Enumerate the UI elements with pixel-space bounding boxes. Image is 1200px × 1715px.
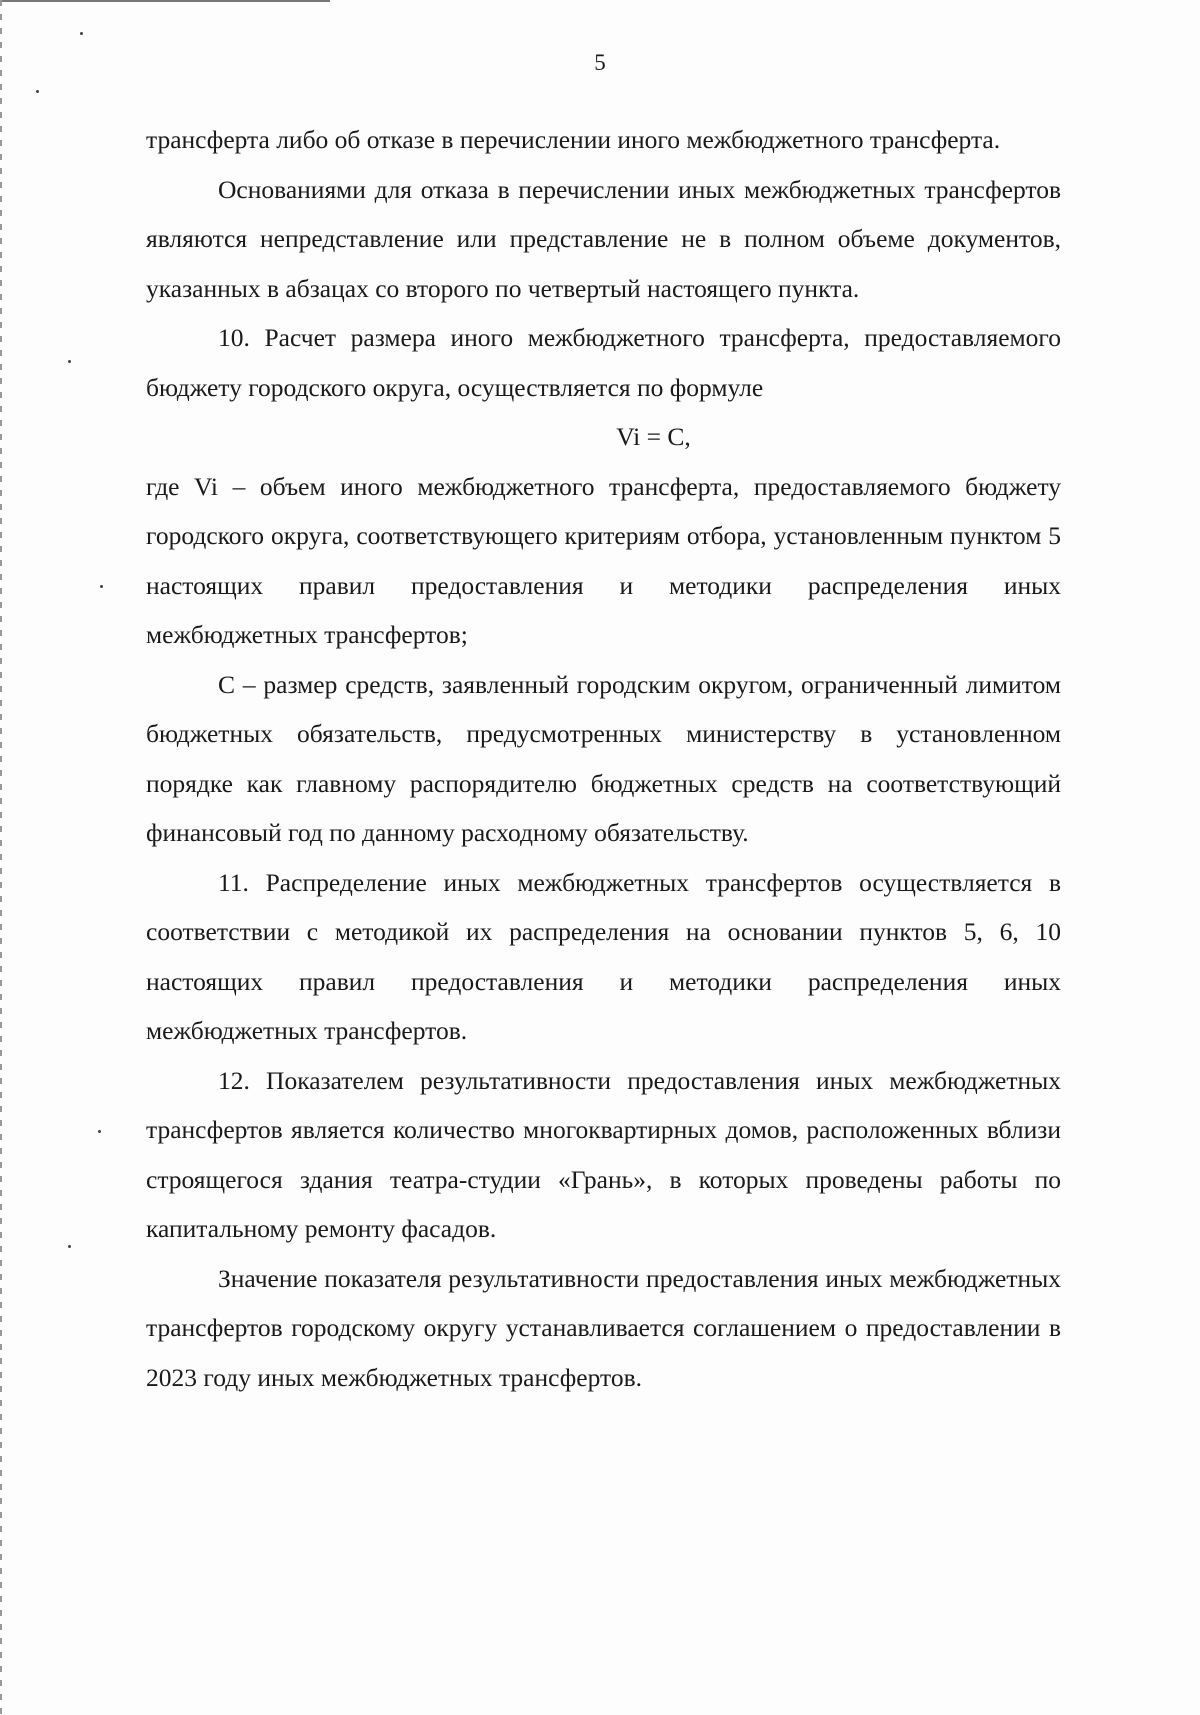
scan-edge-top — [0, 0, 330, 2]
paragraph-item-11: 11. Распределение иных межбюджетных трансфертов осуществляется в соответствии с методикой их распределения на основании пунктов 5, 6, 10 настоящих правил предоставления и методики распределения иных межбюджетных трансфертов. — [146, 867, 1061, 1045]
scan-speck — [100, 585, 103, 588]
scan-speck — [98, 1130, 101, 1133]
scan-edge-left — [0, 0, 2, 1715]
paragraph-formula-c: С – размер средств, заявленный городским округом, ограниченный лимитом бюджетных обязательств, предусмотренных министерству в установленном порядке как главному распорядителю бюджетных средств на соответствующий финансовый год по данному расходному обязательству. — [146, 669, 1061, 847]
paragraph-refusal-grounds: Основаниями для отказа в перечислении иных межбюджетных трансфертов являются непредставление или представление не в полном объеме документов, указанных в абзацах со второго по четвертый настоящего пункта. — [146, 174, 1061, 303]
scan-speck — [80, 32, 83, 35]
scan-speck — [68, 360, 71, 363]
paragraph-indicator-value: Значение показателя результативности предоставления иных межбюджетных трансфертов городскому округу устанавливается соглашением о предоставлении в 2023 году иных межбюджетных трансфертов. — [146, 1263, 1061, 1392]
document-body — [146, 115, 1061, 1402]
paragraph-formula-vi: где Vi – объем иного межбюджетного трансферта, предоставляемого бюджету городского округа, соответствующего критериям отбора, установленным пунктом 5 настоящих правил предоставления и методики распределения иных межбюджетных трансфертов; — [146, 471, 1061, 649]
scan-speck — [36, 90, 39, 93]
paragraph-item-12: 12. Показателем результативности предоставления иных межбюджетных трансфертов является количество многоквартирных домов, расположенных вблизи строящегося здания театра-студии «Грань», в которых проведены работы по капитальному ремонту фасадов. — [146, 1065, 1061, 1243]
paragraph-continuation: трансферта либо об отказе в перечислении иного межбюджетного трансферта. — [146, 125, 1001, 154]
scan-speck — [68, 1245, 71, 1248]
paragraph-item-10: 10. Расчет размера иного межбюджетного трансферта, предоставляемого бюджету городского округа, осуществляется по формуле — [146, 323, 1061, 402]
page-number: 5 — [594, 50, 606, 75]
formula: Vi = C, — [616, 422, 691, 451]
